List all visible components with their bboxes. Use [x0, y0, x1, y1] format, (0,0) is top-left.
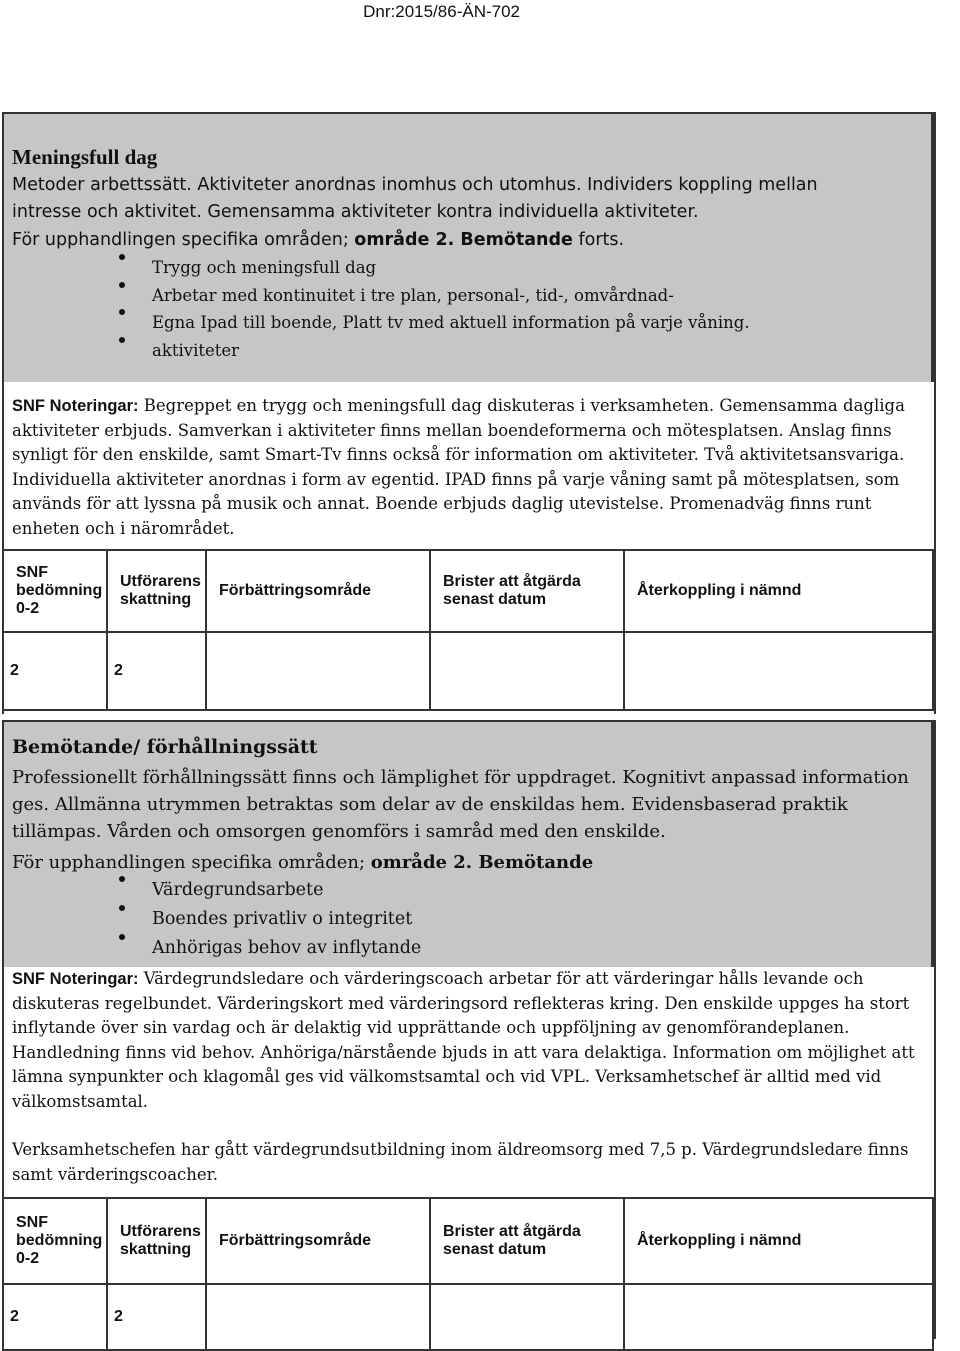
assessment-table: [2, 549, 934, 711]
value-aterkoppling: [624, 1284, 933, 1350]
header-utforarens-skattning: Utförarens skattning: [107, 1198, 206, 1284]
bullet-list: [12, 876, 923, 963]
header-snf-bedomning: SNF bedömning 0-2: [3, 550, 107, 632]
section-intro: Professionellt förhållningssätt finns och lämplighet för uppdraget. Kognitivt anpassad information ges. Allmänna utrymmen betraktas som delar av de enskildas hem. Evidensbaserad praktik tillämpas. Vården och omsorgen genomförs i samråd med den enskilde.: [12, 767, 909, 842]
description-line: Metoder arbettssätt. Aktiviteter anordnas inomhus och utomhus. Individers koppling mellan: [12, 174, 818, 195]
header-forbattringsomrade: Förbättringsområde: [206, 1198, 430, 1284]
value-forbattringsomrade: [206, 632, 430, 710]
value-aterkoppling: [624, 632, 933, 710]
bullet-list: [12, 254, 923, 364]
bullet-item: Arbetar med kontinuitet i tre plan, personal-, tid-, omvårdnad-: [152, 282, 923, 310]
bullet-item: Boendes privatliv o integritet: [152, 905, 923, 934]
snf-notes: [4, 382, 934, 541]
upphandling-line: [12, 227, 923, 255]
section-title: Bemötande/ förhållningssätt: [12, 736, 318, 758]
header-snf-bedomning: SNF bedömning 0-2: [3, 1198, 107, 1284]
bullet-item: aktiviteter: [152, 337, 923, 365]
section-bemotande: [2, 720, 936, 1339]
header-aterkoppling: Återkoppling i nämnd: [624, 1198, 933, 1284]
value-snf-bedomning: 2: [3, 632, 107, 710]
bullet-item: Anhörigas behov av inflytande: [152, 934, 923, 963]
bullet-item: Egna Ipad till boende, Platt tv med aktuell information på varje våning.: [152, 309, 923, 337]
snf-notes-label: SNF Noteringar:: [12, 970, 139, 988]
value-forbattringsomrade: [206, 1284, 430, 1350]
value-brister: [430, 632, 624, 710]
value-snf-bedomning: 2: [3, 1284, 107, 1350]
header-brister: Brister att åtgärda senast datum: [430, 550, 624, 632]
snf-notes: [4, 967, 934, 1187]
section-description-box: [4, 722, 934, 967]
snf-notes-text: Begreppet en trygg och meningsfull dag diskuteras i verksamheten. Gemensamma dagliga aktiviteter erbjuds. Samverkan i aktiviteter finns mellan boendeformerna och mötesplatsen. Anslag finns synligt för den enskilde, samt Smart-Tv finns också för information om aktiviteter. Två aktivitetsansvariga. Individuella aktiviteter anordnas i form av egentid. IPAD finns på varje våning samt på mötesplatsen, som används för att lyssna på musik och annat. Boende erbjuds daglig utevistelse. Promenadväg finns runt enheten och i närområdet.: [12, 396, 905, 538]
upphandling-line: [12, 849, 923, 876]
section-description-box: [4, 114, 934, 382]
upphandling-area: område 2. Bemötande: [354, 229, 573, 250]
snf-notes-label: SNF Noteringar:: [12, 397, 139, 415]
header-forbattringsomrade: Förbättringsområde: [206, 550, 430, 632]
bullet-item: Trygg och meningsfull dag: [152, 254, 923, 282]
upphandling-area: område 2. Bemötande: [370, 852, 594, 873]
value-utforarens-skattning: 2: [107, 632, 206, 710]
value-brister: [430, 1284, 624, 1350]
value-utforarens-skattning: 2: [107, 1284, 206, 1350]
description-line: intresse och aktivitet. Gemensamma aktiviteter kontra individuella aktiviteter.: [12, 202, 699, 222]
upphandling-suffix: forts.: [572, 229, 625, 250]
upphandling-prefix: För upphandlingen specifika områden;: [12, 852, 371, 873]
section-meningsfull-dag: [2, 112, 936, 714]
bullet-item: Värdegrundsarbete: [152, 876, 923, 905]
upphandling-prefix: För upphandlingen specifika områden;: [12, 229, 355, 250]
snf-notes-text: Värdegrundsledare och värderingscoach arbetar för att värderingar hålls levande och diskuteras regelbundet. Värderingskort med värderingsord reflekteras kring. Den enskilde uppges ha stort inflytande över sin vardag och är delaktig vid upprättande och uppföljning av genomförandeplanen. Handledning finns vid behov. Anhöriga/närstående bjuds in att vara delaktiga. Information om möjlighet att lämna synpunkter och klagomål ges vid välkomstsamtal och vid VPL. Verksamhetschef är alltid med vid välkomstsamtal.: [12, 969, 915, 1111]
header-utforarens-skattning: Utförarens skattning: [107, 550, 206, 632]
header-brister: Brister att åtgärda senast datum: [430, 1198, 624, 1284]
section-title: Meningsfull dag: [12, 145, 158, 169]
snf-notes-text-2: Verksamhetschefen har gått värdegrundsutbildning inom äldreomsorg med 7,5 p. Värdegrundsledare finns samt värderingscoacher.: [12, 1140, 909, 1184]
document-number: Dnr:2015/86-ÄN-702: [363, 2, 520, 21]
header-aterkoppling: Återkoppling i nämnd: [624, 550, 933, 632]
assessment-table: [2, 1197, 934, 1351]
